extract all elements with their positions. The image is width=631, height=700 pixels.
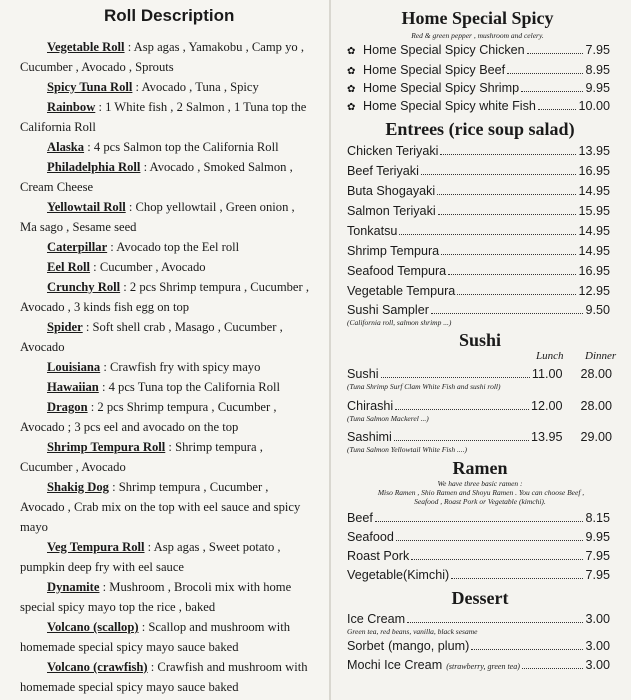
item-price: 14.95 xyxy=(578,184,610,198)
item-price: 3.00 xyxy=(585,639,610,653)
roll-item xyxy=(20,318,312,358)
menu-row xyxy=(347,144,610,158)
pepper-icon: ✿ xyxy=(347,46,356,57)
item-price: 15.95 xyxy=(578,204,610,218)
lunch-price: 13.95 xyxy=(530,430,563,444)
dinner-price: 29.00 xyxy=(580,430,612,444)
roll-item xyxy=(20,658,312,698)
menu-row xyxy=(347,164,610,178)
dot-leader xyxy=(381,377,530,378)
menu-row xyxy=(347,568,610,582)
pepper-icon: ✿ xyxy=(347,66,356,77)
dot-leader xyxy=(522,668,584,669)
roll-name: Dynamite xyxy=(47,580,100,594)
dessert-title: Dessert xyxy=(451,588,509,608)
roll-name: Shakig Dog xyxy=(47,480,109,494)
menu-row xyxy=(347,430,612,444)
item-name: Beef Teriyaki xyxy=(347,164,419,178)
roll-item xyxy=(20,38,312,78)
dot-leader xyxy=(538,109,577,110)
dot-leader xyxy=(451,578,583,579)
dot-leader xyxy=(527,53,584,54)
home-special-title: Home Special Spicy xyxy=(401,8,554,28)
chirashi-note: (Tuna Salmon Mackerel ...) xyxy=(347,414,429,423)
item-name: Tonkatsu xyxy=(347,224,398,238)
menu-row xyxy=(347,81,610,95)
roll-description-title: Roll Description xyxy=(104,6,235,25)
item-name: Home Special Spicy Shrimp xyxy=(363,81,520,95)
pepper-icon: ✿ xyxy=(347,102,356,113)
roll-item xyxy=(20,618,312,658)
menu-row xyxy=(347,224,610,238)
pepper-icon: ✿ xyxy=(347,84,356,95)
roll-item xyxy=(20,158,312,198)
menu-row xyxy=(347,303,610,317)
roll-desc: : 2 pcs Shrimp tempura , Cucumber , Avocado ; 3 pcs eel and avocado on the top xyxy=(20,400,277,434)
item-name: Sushi xyxy=(347,367,379,381)
item-price: 13.95 xyxy=(578,144,610,158)
roll-desc: : Soft shell crab , Masago , Cucumber , Avocado xyxy=(20,320,283,354)
roll-desc: : Crawfish and mushroom with homemade special spicy mayo sauce baked xyxy=(20,660,308,694)
dot-leader xyxy=(438,214,577,215)
roll-item xyxy=(20,438,312,478)
menu-row xyxy=(347,367,612,381)
roll-desc: : Asp agas , Yamakobu , Camp yo , Cucumber , Avocado , Sprouts xyxy=(20,40,305,74)
roll-desc: : 4 pcs Tuna top the California Roll xyxy=(98,380,281,394)
roll-name: Hawaiian xyxy=(47,380,99,394)
menu-row xyxy=(347,184,610,198)
sashimi-note: (Tuna Salmon Yellowtail White Fish ....) xyxy=(347,445,467,454)
item-price: 10.00 xyxy=(578,99,610,113)
roll-name: Volcano (scallop) xyxy=(47,620,139,634)
menu-row xyxy=(347,530,610,544)
item-name: Shrimp Tempura xyxy=(347,244,440,258)
menu-row xyxy=(347,612,610,626)
menu-row xyxy=(347,658,610,672)
menu-row xyxy=(347,99,610,113)
dot-leader xyxy=(507,73,583,74)
item-price: 8.15 xyxy=(585,511,610,525)
roll-item xyxy=(20,198,312,238)
dinner-price: 28.00 xyxy=(580,367,612,381)
item-name: Vegetable Tempura xyxy=(347,284,456,298)
roll-name: Caterpillar xyxy=(47,240,108,254)
item-name: Seafood xyxy=(347,530,394,544)
roll-name: Philadelphia Roll xyxy=(47,160,141,174)
roll-item xyxy=(20,398,312,438)
item-price: 12.95 xyxy=(578,284,610,298)
roll-item xyxy=(20,78,312,98)
entrees-title: Entrees (rice soup salad) xyxy=(385,119,575,139)
item-price: 14.95 xyxy=(578,244,610,258)
sampler-note: (California roll, salmon shrimp ...) xyxy=(347,318,452,327)
item-price: 9.50 xyxy=(585,303,610,317)
dot-leader xyxy=(521,91,583,92)
roll-name: Louisiana xyxy=(47,360,101,374)
roll-desc: : 4 pcs Salmon top the California Roll xyxy=(84,140,279,154)
roll-name: Volcano (crawfish) xyxy=(47,660,148,674)
item-inline-note: (strawberry, green tea) xyxy=(446,662,520,671)
item-price: 9.95 xyxy=(585,530,610,544)
roll-item xyxy=(20,578,312,618)
menu-row xyxy=(347,639,610,653)
roll-item xyxy=(20,358,312,378)
menu-row xyxy=(347,511,610,525)
roll-item xyxy=(20,258,312,278)
item-price: 7.95 xyxy=(585,43,610,57)
ramen-note-2: Miso Ramen , Shio Ramen and Shoyu Ramen . You can choose Beef , xyxy=(377,488,585,497)
ice-cream-note: Green tea, red beans, vanilla, black sesame xyxy=(347,627,478,636)
menu-row xyxy=(347,264,610,278)
roll-desc: : 1 White fish , 2 Salmon , 1 Tuna top the California Roll xyxy=(20,100,307,134)
sushi-note: (Tuna Shrimp Surf Clam White Fish and sushi roll) xyxy=(347,382,501,391)
roll-desc: : Scallop and mushroom with homemade special spicy mayo sauce baked xyxy=(20,620,291,654)
roll-desc: : Shrimp tempura , Cucumber , Avocado xyxy=(20,440,263,474)
roll-desc: : Avocado , Tuna , Spicy xyxy=(132,80,259,94)
ramen-note-1: We have three basic ramen : xyxy=(437,479,523,488)
roll-item xyxy=(20,278,312,318)
item-price: 16.95 xyxy=(578,164,610,178)
item-price: 16.95 xyxy=(578,264,610,278)
item-name: Ice Cream xyxy=(347,612,406,626)
roll-desc: : Mushroom , Brocoli mix with home special spicy mayo top the rice , baked xyxy=(20,580,292,614)
roll-desc: : Avocado , Smoked Salmon , Cream Cheese xyxy=(20,160,293,194)
menu-row xyxy=(347,244,610,258)
dot-leader xyxy=(411,559,583,560)
dot-leader xyxy=(448,274,576,275)
sushi-title: Sushi xyxy=(458,330,502,350)
item-name: Home Special Spicy Chicken xyxy=(363,43,525,57)
item-price: 7.95 xyxy=(585,549,610,563)
roll-desc: : 2 pcs Shrimp tempura , Cucumber , Avocado , 3 kinds fish egg on top xyxy=(20,280,310,314)
roll-name: Alaska xyxy=(47,140,85,154)
roll-item xyxy=(20,378,312,398)
roll-item xyxy=(20,138,312,158)
roll-item xyxy=(20,538,312,578)
roll-name: Vegetable Roll xyxy=(47,40,125,54)
roll-desc: : Shrimp tempura , Cucumber , Avocado , Crab mix on the top with eel sauce and spicy mayo xyxy=(20,480,301,534)
item-inline-note: (mango, plum) xyxy=(388,639,470,653)
dot-leader xyxy=(440,154,576,155)
item-name: Sorbet xyxy=(347,639,385,653)
ramen-note-3: Seafood , Roast Pork or Vegetable (kimchi). xyxy=(414,497,546,506)
ramen-title: Ramen xyxy=(452,458,508,478)
roll-name: Eel Roll xyxy=(47,260,91,274)
dot-leader xyxy=(471,649,583,650)
home-special-note: Red & green pepper , mushroom and celery. xyxy=(411,31,544,40)
item-name: Vegetable(Kimchi) xyxy=(347,568,450,582)
roll-name: Shrimp Tempura Roll xyxy=(47,440,166,454)
roll-desc: : Crawfish fry with spicy mayo xyxy=(100,360,261,374)
item-name: Sashimi xyxy=(347,430,392,444)
roll-desc: : Avocado top the Eel roll xyxy=(107,240,240,254)
item-name: Salmon Teriyaki xyxy=(347,204,436,218)
roll-name: Dragon xyxy=(47,400,88,414)
dot-leader xyxy=(394,440,529,441)
item-name: Beef xyxy=(347,511,373,525)
dinner-price: 28.00 xyxy=(580,399,612,413)
roll-name: Rainbow xyxy=(47,100,96,114)
item-price: 9.95 xyxy=(585,81,610,95)
dot-leader xyxy=(395,409,529,410)
dot-leader xyxy=(375,521,584,522)
dot-leader xyxy=(437,194,576,195)
menu-row xyxy=(347,399,612,413)
menu-row xyxy=(347,204,610,218)
item-price: 7.95 xyxy=(585,568,610,582)
roll-desc: : Cucumber , Avocado xyxy=(90,260,206,274)
dot-leader xyxy=(457,294,576,295)
item-price: 3.00 xyxy=(585,658,610,672)
dot-leader xyxy=(441,254,576,255)
item-name: Home Special Spicy Beef xyxy=(363,63,506,77)
dot-leader xyxy=(396,540,584,541)
roll-name: Crunchy Roll xyxy=(47,280,121,294)
roll-item xyxy=(20,238,312,258)
lunch-price: 12.00 xyxy=(530,399,563,413)
roll-item xyxy=(20,98,312,138)
roll-name: Veg Tempura Roll xyxy=(47,540,145,554)
item-price: 14.95 xyxy=(578,224,610,238)
roll-name: Spider xyxy=(47,320,83,334)
item-name: Buta Shogayaki xyxy=(347,184,436,198)
menu-row xyxy=(347,43,610,57)
item-name: Chicken Teriyaki xyxy=(347,144,439,158)
dot-leader xyxy=(421,174,577,175)
item-name: Mochi Ice Cream xyxy=(347,658,443,672)
roll-desc: : Chop yellowtail , Green onion , Ma sago , Sesame seed xyxy=(20,200,295,234)
item-price: 3.00 xyxy=(585,612,610,626)
item-price: 8.95 xyxy=(585,63,610,77)
menu-row xyxy=(347,284,610,298)
dot-leader xyxy=(399,234,576,235)
menu-row xyxy=(347,549,610,563)
lunch-column-header: Lunch xyxy=(536,350,564,362)
roll-item xyxy=(20,478,312,537)
dot-leader xyxy=(407,622,583,623)
dinner-column-header: Dinner xyxy=(585,350,617,362)
panel-divider xyxy=(329,0,331,700)
item-name: Chirashi xyxy=(347,399,394,413)
roll-name: Yellowtail Roll xyxy=(47,200,126,214)
item-name: Roast Pork xyxy=(347,549,410,563)
item-name: Sushi Sampler xyxy=(347,303,429,317)
roll-desc: : Asp agas , Sweet potato , pumpkin deep fry with eel sauce xyxy=(20,540,281,574)
lunch-price: 11.00 xyxy=(531,367,563,381)
item-name: Seafood Tempura xyxy=(347,264,447,278)
item-name: Home Special Spicy white Fish xyxy=(363,99,536,113)
roll-name: Spicy Tuna Roll xyxy=(47,80,133,94)
dot-leader xyxy=(431,313,584,314)
menu-row xyxy=(347,63,610,77)
